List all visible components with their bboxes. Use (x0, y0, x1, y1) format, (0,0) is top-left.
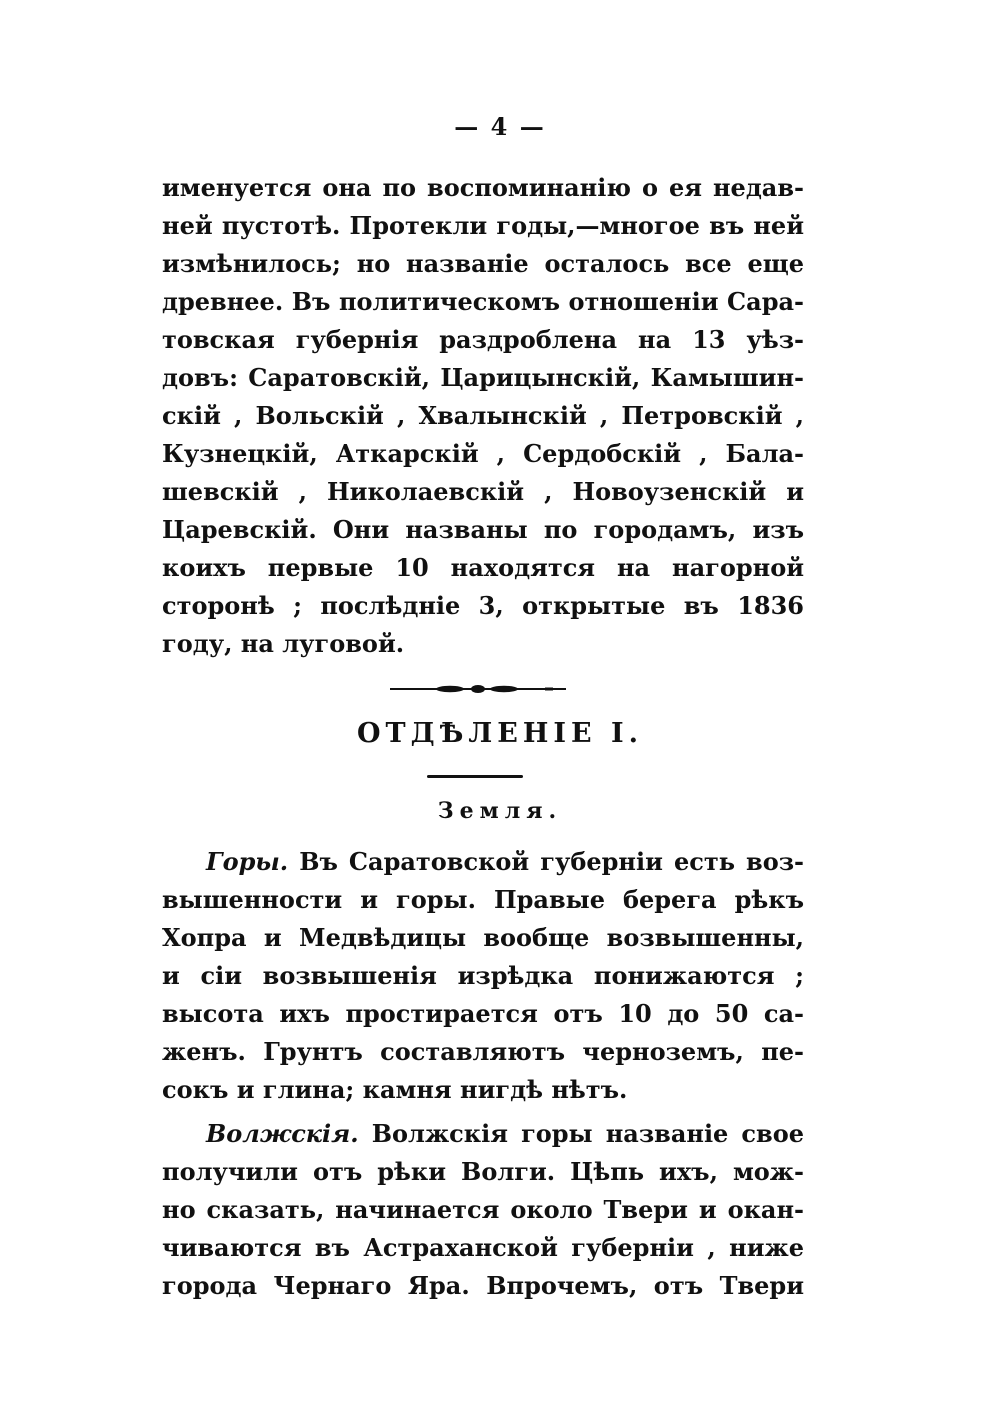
text-line: вышенности и горы. Правые берега рѣкъ (162, 885, 804, 914)
text-line: Кузнецкій, Аткарскій , Сердобскій , Бала- (162, 439, 804, 468)
text-line: Царевскій. Они названы по городамъ, изъ (162, 515, 804, 544)
text-line: Хопра и Медвѣдицы вообще возвышенны, (162, 923, 804, 952)
text-line-body: Въ Саратовской губерніи есть воз- (288, 847, 804, 876)
text-line: и сіи возвышенія изрѣдка понижаются ; (162, 961, 804, 990)
text-line: но сказать, начинается около Твери и окан- (162, 1195, 804, 1224)
text-line: женъ. Грунтъ составляютъ черноземъ, пе- (162, 1037, 804, 1066)
text-line: ней пустотѣ. Протекли годы,—многое въ ней (162, 211, 804, 240)
heading-rule (427, 775, 523, 778)
text-line: получили отъ рѣки Волги. Цѣпь ихъ, мож- (162, 1157, 804, 1186)
text-line: измѣнилось; но названіе осталось все еще (162, 249, 804, 278)
text-line: сторонѣ ; послѣдніе 3, открытые въ 1836 (162, 591, 804, 620)
intro-paragraph (162, 169, 804, 663)
text-line: сокъ и глина; камня нигдѣ нѣтъ. (162, 1075, 628, 1104)
text-line: шевскій , Николаевскій , Новоузенскій и (162, 477, 804, 506)
text-line: скій , Вольскій , Хвалынскій , Петровскій , (162, 401, 804, 430)
text-line: древнее. Въ политическомъ отношеніи Сара- (162, 287, 804, 316)
text-line: высота ихъ простирается отъ 10 до 50 са- (162, 999, 804, 1028)
text-line: году, на луговой. (162, 629, 405, 658)
text-line: товская губернія раздроблена на 13 уѣз- (162, 325, 804, 354)
text-line: города Чернаго Яра. Впрочемъ, отъ Твери (162, 1271, 804, 1300)
paragraph-lead: Волжскія. (206, 1119, 359, 1148)
text-line (162, 1115, 804, 1153)
volga-paragraph (162, 1115, 804, 1305)
paragraph-lead: Горы. (206, 847, 289, 876)
subsection-heading: Земля. (437, 798, 563, 824)
text-line: именуется она по воспоминанію о ея недав- (162, 173, 804, 202)
mountains-paragraph (162, 843, 804, 1109)
page-number: — 4 — (454, 112, 546, 141)
text-line: коихъ первые 10 находятся на нагорной (162, 553, 804, 582)
ornamental-divider-icon (390, 684, 566, 694)
text-line (162, 843, 804, 881)
text-line: довъ: Саратовскій, Царицынскій, Камышин- (162, 363, 804, 392)
text-line-body: Волжскія горы названіе свое (358, 1119, 804, 1148)
text-line: чиваются въ Астраханской губерніи , ниже (162, 1233, 804, 1262)
section-heading: ОТДѢЛЕНІЕ І. (357, 718, 643, 749)
